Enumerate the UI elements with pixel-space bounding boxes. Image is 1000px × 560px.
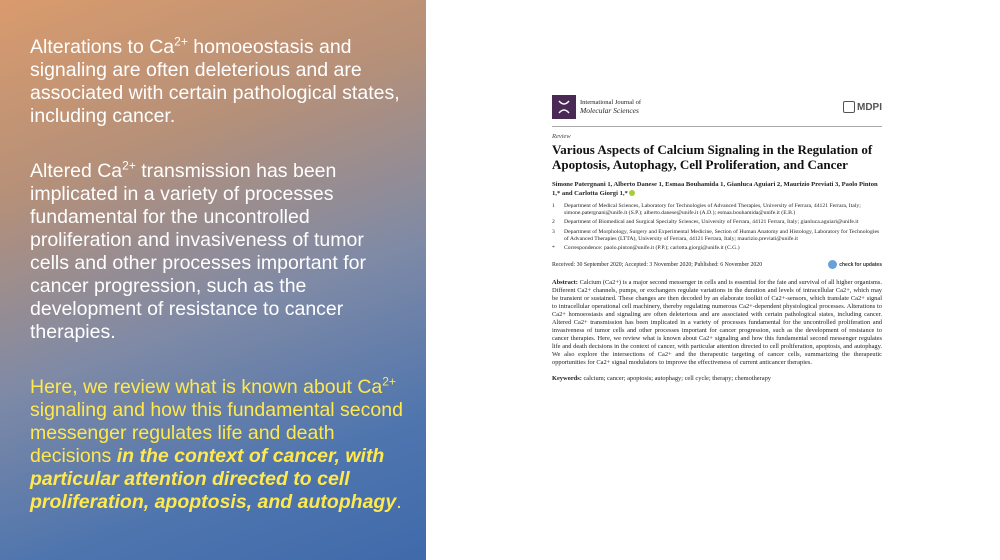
p3-superscript: 2+ (382, 374, 396, 389)
paper-panel (426, 0, 1000, 560)
affiliation-number: * (552, 245, 555, 252)
affiliation-number: 3 (552, 228, 555, 235)
affiliation-text: Correspondence: paolo.pinton@unife.it (P.P.); carlotta.giorgi@unife.it (C.G.) (564, 245, 740, 252)
publication-dates (552, 260, 882, 269)
summary-paragraph-2 (30, 160, 406, 344)
publisher-logo (843, 101, 882, 113)
affiliation-text: Department of Morphology, Surgery and Experimental Medicine, Section of Human Anatomy and Histology, Laboratory for Technologies of Advanced Therapies (LTTA), University of Ferrara, 44121 Ferrara, Italy; maurizio.previati@unife.it (564, 228, 880, 242)
abstract-label: Abstract: (552, 279, 578, 287)
check-updates-icon (828, 260, 837, 269)
p2-text-a: Altered Ca (30, 160, 123, 182)
affiliation-item (552, 203, 882, 217)
check-updates-badge[interactable] (828, 260, 882, 269)
journal-line-2: Molecular Sciences (580, 105, 639, 115)
p1-text-b: homoeostasis and signaling are often deleterious and are associated with certain pathological states, including cancer. (30, 36, 400, 127)
publisher-name: MDPI (857, 101, 882, 113)
p3-emphasis: in the context of cancer, with particular attention directed to cell proliferation, apoptosis, and autophagy (30, 445, 397, 513)
affiliation-text: Department of Medical Sciences, Laboratory for Technologies of Advanced Therapies, University of Ferrara, 44121 Ferrara, Italy; simone.patergnani@unife.it (S.P.); alberto.danese@unife.it (A.D.); esmaa.bouhamida@unife.it (E.B.) (564, 203, 861, 217)
affiliation-item (552, 219, 882, 226)
affiliation-number: 2 (552, 219, 555, 226)
affiliation-number: 1 (552, 203, 555, 209)
article-title: Various Aspects of Calcium Signaling in the Regulation of Apoptosis, Autophagy, Cell Proliferation, and Cancer (552, 142, 873, 172)
p3-text-b: signaling and how this fundamental second messenger regulates life and death decisions (30, 399, 403, 467)
dates-text: Received: 30 September 2020; Accepted: 3 November 2020; Published: 6 November 2020 (552, 261, 763, 268)
affiliations (552, 203, 882, 252)
summary-panel (0, 0, 426, 560)
p3-text-a: Here, we review what is known about Ca (30, 376, 383, 398)
author-list (552, 180, 882, 198)
summary-paragraph-3 (30, 376, 406, 514)
header-divider (552, 126, 882, 127)
p1-text-a: Alterations to Ca (30, 36, 175, 58)
mdpi-icon (843, 101, 855, 113)
journal-name (580, 99, 641, 116)
affiliation-item (552, 229, 882, 243)
affiliation-item (552, 245, 882, 252)
keywords-text: calcium; cancer; apoptosis; autophagy; cell cycle; therapy; chemotherapy (583, 374, 771, 382)
p3-end: . (396, 491, 402, 513)
p2-superscript: 2+ (122, 158, 136, 173)
affiliation-text: Department of Biomedical and Surgical Specialty Sciences, University of Ferrara, 44121 Ferrara, Italy; gianluca.aguiari@unife.it (564, 219, 859, 226)
summary-paragraph-1 (30, 36, 406, 128)
p2-text-b: transmission has been implicated in a variety of processes fundamental for the uncontrolled proliferation and invasiveness of tumor cells and other processes important for cancer progression, such as the development of resistance to cancer therapies. (30, 160, 366, 343)
orcid-icon (629, 190, 635, 196)
keywords (552, 375, 882, 382)
paper-page (552, 94, 882, 382)
abstract-text: Calcium (Ca2+) is a major second messenger in cells and is essential for the fate and survival of all higher organisms. Different Ca2+ channels, pumps, or exchangers regulate variations in the duration and levels of intracellular Ca2+, which may be transient or sustained. These changes are then decoded by an elaborate toolkit of Ca2+-sensors, which translate Ca2+ signal to intracellular operational cell machinery, thereby regulating numerous Ca2+-dependent physiological processes. Alterations to Ca2+ homoeostasis and signaling are often deleterious and are associated with certain pathological states, including cancer. Altered Ca2+ transmission has been implicated in a variety of processes fundamental for the uncontrolled proliferation and invasiveness of tumor cells and other processes important for cancer progression, such as the development of resistance to cancer therapies. Here, we review what is known about Ca2+ signaling and how this fundamental second messenger regulates life and death decisions in the context of cancer, with particular attention directed to cell proliferation, apoptosis, and autophagy. We also explore the intersections of Ca2+ and the therapeutic targeting of cancer cells, summarizing the therapeutic opportunities for Ca2+ signal modulators to improve the effectiveness of current anticancer therapies. (552, 279, 882, 366)
journal-line-1: International Journal of (580, 98, 642, 106)
check-updates-label: check for updates (839, 261, 882, 268)
abstract (552, 279, 882, 366)
journal-header (552, 94, 882, 120)
authors-text: Simone Patergnani 1, Alberto Danese 1, Esmaa Bouhamida 1, Gianluca Aguiari 2, Maurizio Previati 3, Paolo Pinton 1,* and Carlotta Giorgi 1,* (552, 181, 878, 197)
keywords-label: Keywords: (552, 374, 582, 382)
journal-logo (552, 95, 576, 119)
p1-superscript: 2+ (174, 34, 188, 49)
article-type: Review (552, 133, 571, 140)
